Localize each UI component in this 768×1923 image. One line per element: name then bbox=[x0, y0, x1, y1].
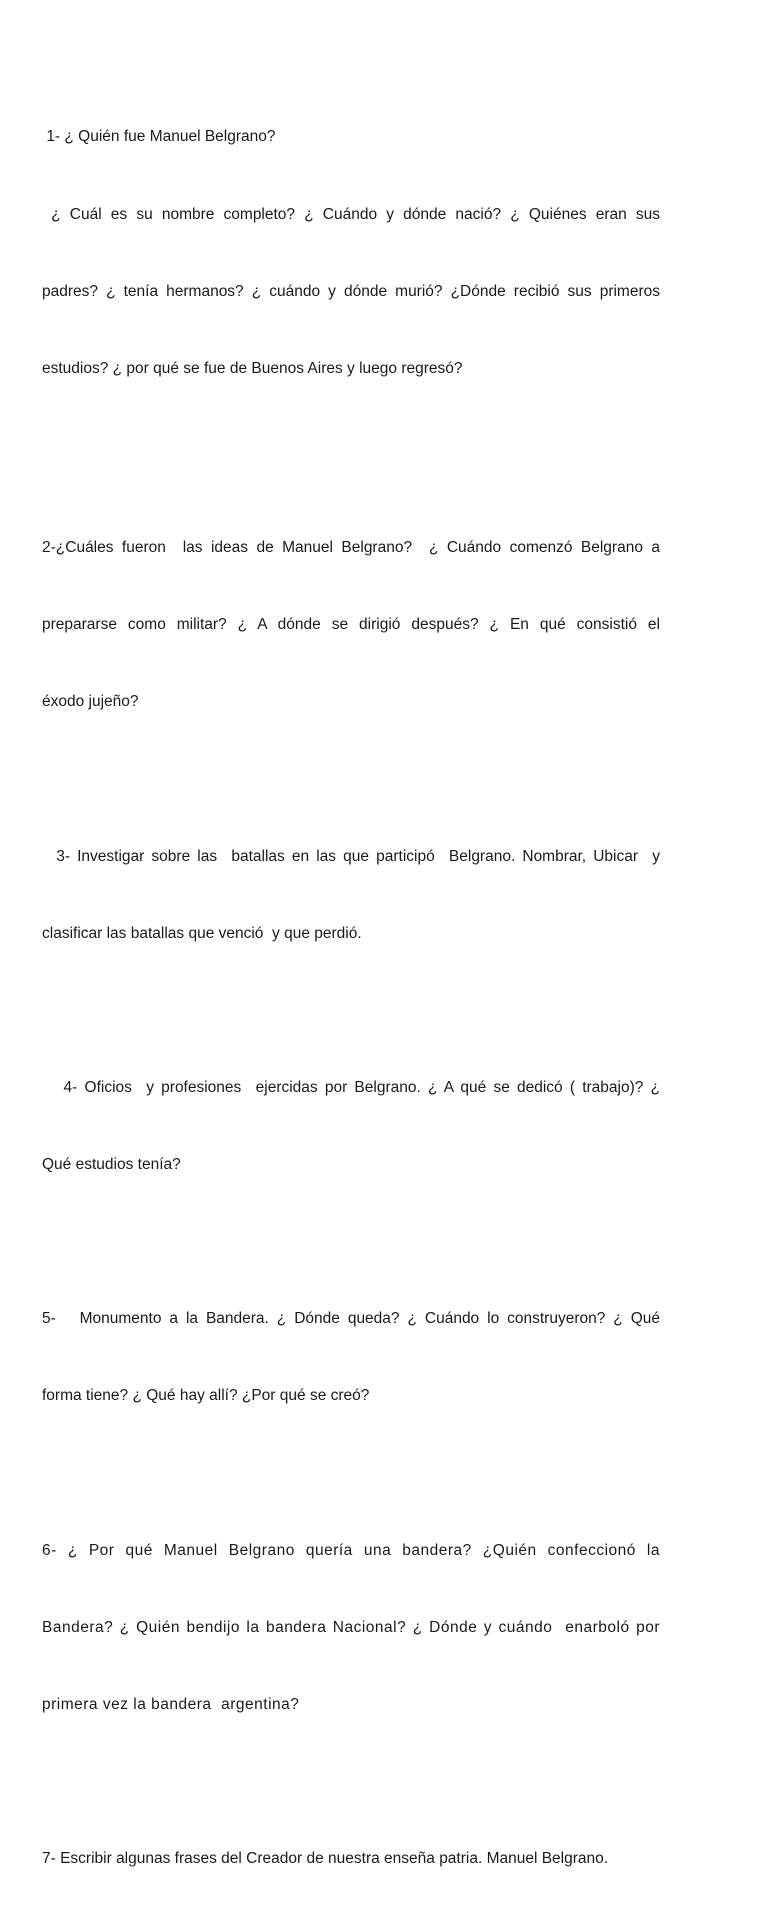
question-5 bbox=[42, 1255, 660, 1461]
question-6-line-1: 6- ¿ Por qué Manuel Belgrano quería una bandera? ¿Quién confeccionó la bbox=[42, 1541, 660, 1559]
spacer bbox=[42, 1229, 660, 1255]
spacer bbox=[42, 1461, 660, 1487]
question-5-line-1: 5- Monumento a la Bandera. ¿ Dónde queda? ¿ Cuándo lo construyeron? ¿ Qué bbox=[42, 1310, 660, 1328]
question-1-line-1: 1- ¿ Quién fue Manuel Belgrano? bbox=[42, 128, 276, 146]
question-2-line-1: 2-¿Cuáles fueron las ideas de Manuel Belgrano? ¿ Cuándo comenzó Belgrano a bbox=[42, 539, 660, 557]
question-4 bbox=[42, 1024, 660, 1230]
spacer bbox=[42, 1769, 660, 1795]
question-7 bbox=[42, 1795, 660, 1923]
question-2 bbox=[42, 484, 660, 767]
question-3-line-2: clasificar las batallas que venció y que perdió. bbox=[42, 924, 362, 942]
spacer bbox=[42, 767, 660, 793]
document-body bbox=[42, 73, 660, 1923]
question-1-line-4: estudios? ¿ por qué se fue de Buenos Aires y luego regresó? bbox=[42, 359, 463, 377]
question-6-line-3: primera vez la bandera argentina? bbox=[42, 1695, 300, 1713]
question-6-line-2: Bandera? ¿ Quién bendijo la bandera Nacional? ¿ Dónde y cuándo enarboló por bbox=[42, 1618, 660, 1636]
question-3 bbox=[42, 792, 660, 998]
spacer bbox=[42, 433, 660, 484]
question-1-line-3: padres? ¿ tenía hermanos? ¿ cuándo y dónde murió? ¿Dónde recibió sus primeros bbox=[42, 282, 660, 300]
question-4-line-2: Qué estudios tenía? bbox=[42, 1156, 181, 1174]
question-5-line-2: forma tiene? ¿ Qué hay allí? ¿Por qué se creó? bbox=[42, 1387, 370, 1405]
question-2-line-3: éxodo jujeño? bbox=[42, 693, 139, 711]
question-1-line-2: ¿ Cuál es su nombre completo? ¿ Cuándo y dónde nació? ¿ Quiénes eran sus bbox=[42, 205, 661, 223]
question-4-line-1: 4- Oficios y profesiones ejercidas por Belgrano. ¿ A qué se dedicó ( trabajo)? ¿ bbox=[42, 1078, 661, 1096]
spacer bbox=[42, 998, 660, 1024]
question-2-line-2: prepararse como militar? ¿ A dónde se dirigió después? ¿ En qué consistió el bbox=[42, 616, 660, 634]
question-6 bbox=[42, 1486, 660, 1769]
question-1 bbox=[42, 73, 660, 433]
question-3-line-1: 3- Investigar sobre las batallas en las que participó Belgrano. Nombrar, Ubicar y bbox=[42, 847, 660, 865]
question-7-line-1: 7- Escribir algunas frases del Creador de nuestra enseña patria. Manuel Belgrano. bbox=[42, 1850, 609, 1868]
